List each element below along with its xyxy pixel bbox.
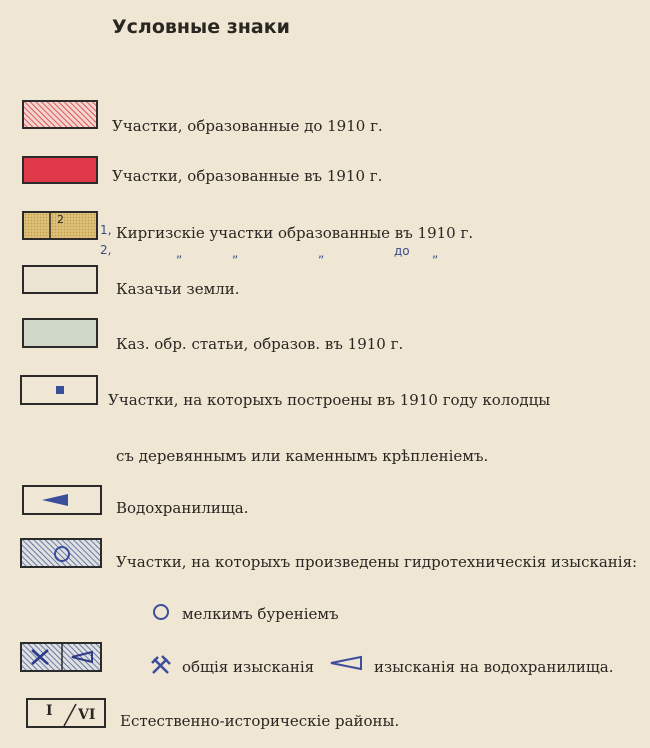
legend-label-drilling: мелкимъ буреніемъ — [182, 605, 339, 623]
district-swatch — [26, 698, 106, 728]
solid-red-swatch — [22, 156, 98, 184]
legend-label-hydro: Участки, на которыхъ произведены гидротехническія изысканія: — [116, 553, 638, 571]
ditto-3: „ — [318, 246, 325, 260]
note-do: до — [394, 244, 410, 258]
hydro-survey-swatch — [20, 538, 102, 568]
legend-label-wells-line2: съ деревяннымъ или каменнымъ крѣпленіемъ. — [116, 447, 489, 465]
well-square-icon — [56, 386, 64, 394]
legend-label-kaz-obr: Каз. обр. статьи, образов. въ 1910 г. — [116, 335, 404, 353]
hydro-survey-pattern — [22, 540, 100, 566]
legend-label-general-survey: общія изысканія — [182, 658, 315, 676]
reservoir-survey-triangle-icon — [328, 655, 364, 671]
hatched-red-pattern — [24, 102, 96, 127]
legend-label-reservoirs: Водохранилища. — [116, 499, 249, 517]
note-2: 2, — [100, 243, 112, 257]
district-right-numeral: VI — [78, 707, 96, 723]
legend-label-in-1910: Участки, образованные въ 1910 г. — [112, 167, 383, 185]
legend-label-wells-line1: Участки, на которыхъ построены въ 1910 году колодцы — [108, 391, 551, 409]
note-1: 1, — [100, 223, 112, 237]
reservoir-triangle-icon — [24, 487, 100, 513]
pick-hammer-icon — [150, 654, 172, 676]
kirgiz-box-number: 2 — [57, 213, 64, 226]
ditto-4: „ — [432, 246, 439, 260]
ditto-1: „ — [176, 246, 183, 260]
legend-title: Условные знаки — [112, 16, 290, 38]
legend-label-kirgiz: Киргизскіе участки образованные въ 1910 г. — [116, 224, 474, 242]
reservoir-swatch — [22, 485, 102, 515]
legend-label-before-1910: Участки, образованные до 1910 г. — [112, 117, 383, 135]
survey-combined-pattern — [22, 644, 100, 670]
legend-label-districts: Естественно-историческіе районы. — [120, 712, 400, 730]
hatched-red-swatch — [22, 100, 98, 129]
ditto-2: „ — [232, 246, 239, 260]
survey-combined-swatch — [20, 642, 102, 672]
legend-label-reservoir-survey: изысканія на водохранилища. — [374, 658, 614, 676]
kaz-obr-swatch — [22, 318, 98, 348]
well-swatch — [20, 375, 98, 405]
cossack-land-swatch — [22, 265, 98, 294]
district-left-numeral: I — [46, 703, 53, 719]
circle-icon — [153, 604, 169, 620]
legend-label-cossack: Казачьи земли. — [116, 280, 240, 298]
